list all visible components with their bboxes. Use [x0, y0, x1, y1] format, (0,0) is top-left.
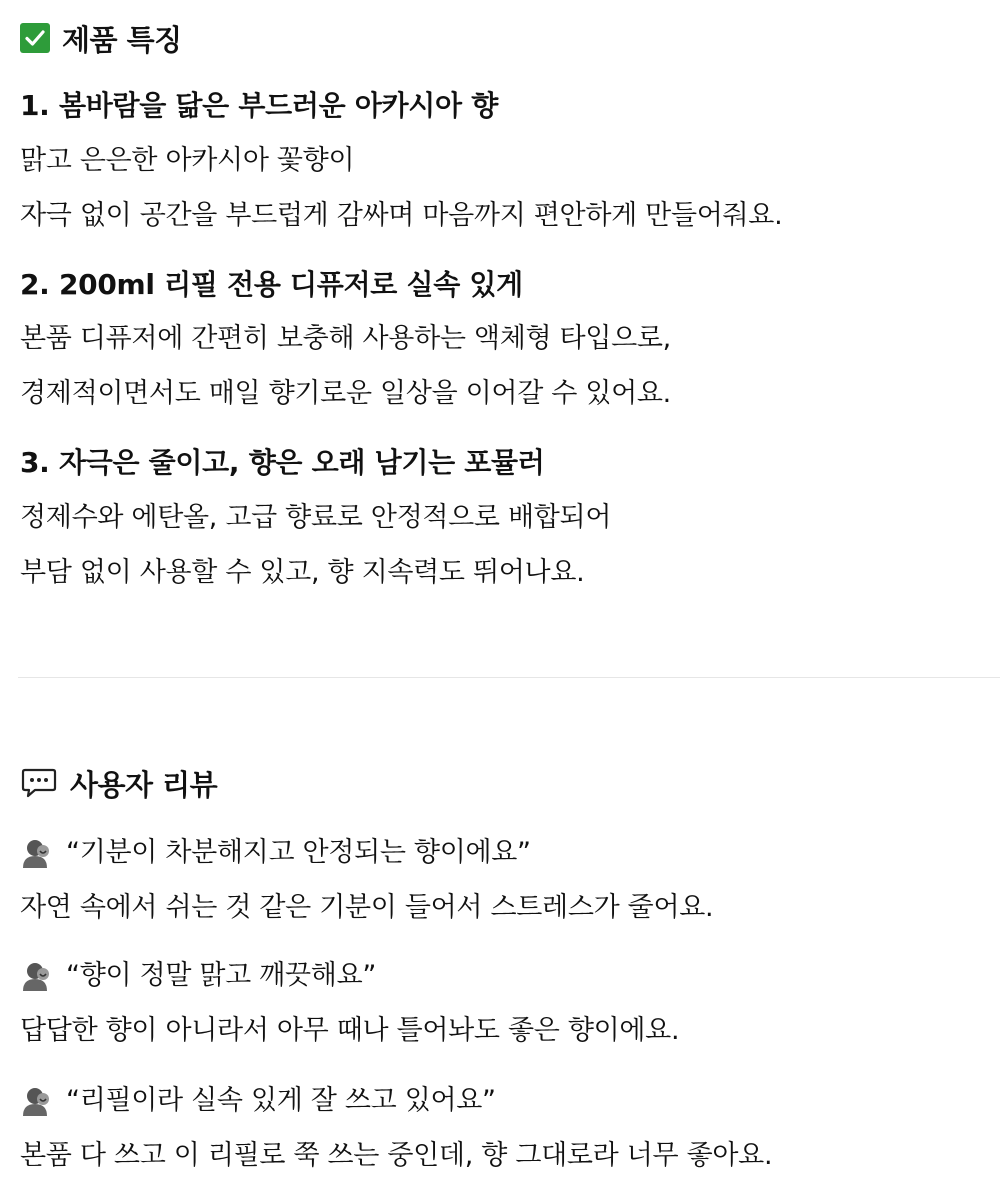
review-text: 본품 다 쓰고 이 리필로 쭉 쓰는 중인데, 향 그대로라 너무 좋아요. — [20, 1140, 773, 1171]
feature-description: 자극 없이 공간을 부드럽게 감싸며 마음까지 편안하게 만들어줘요. — [20, 200, 783, 231]
features-title: 제품 특징 — [62, 22, 182, 57]
feature-title: 3. 자극은 줄이고, 향은 오래 남기는 포뮬러 — [20, 446, 545, 479]
feature-title: 1. 봄바람을 닮은 부드러운 아카시아 향 — [20, 89, 498, 122]
review-quote-row — [20, 1083, 496, 1119]
feature-description: 맑고 은은한 아카시아 꽃향이 — [20, 145, 355, 176]
feature-description: 경제적이면서도 매일 향기로운 일상을 이어갈 수 있어요. — [20, 378, 671, 409]
review-quote-row — [20, 835, 531, 871]
review-text: 답답한 향이 아니라서 아무 때나 틀어놔도 좋은 향이에요. — [20, 1015, 680, 1046]
review-text: 자연 속에서 쉬는 것 같은 기분이 들어서 스트레스가 줄어요. — [20, 892, 714, 923]
speech-bubble-icon — [20, 766, 58, 800]
feature-description: 부담 없이 사용할 수 있고, 향 지속력도 뛰어나요. — [20, 557, 585, 588]
features-header — [20, 18, 182, 58]
review-quote: “리필이라 실속 있게 잘 쓰고 있어요” — [66, 1085, 496, 1116]
feature-title: 2. 200ml 리필 전용 디퓨저로 실속 있게 — [20, 268, 523, 301]
review-quote-row — [20, 958, 376, 994]
feature-description: 정제수와 에탄올, 고급 향료로 안정적으로 배합되어 — [20, 502, 612, 533]
person-icon — [20, 1084, 54, 1118]
review-quote: “기분이 차분해지고 안정되는 향이에요” — [66, 837, 531, 868]
section-divider — [18, 677, 1000, 678]
reviews-header — [20, 763, 217, 803]
person-icon — [20, 959, 54, 993]
check-mark-icon — [20, 23, 50, 53]
review-quote: “향이 정말 맑고 깨끗해요” — [66, 960, 377, 991]
person-icon — [20, 836, 54, 870]
feature-description: 본품 디퓨저에 간편히 보충해 사용하는 액체형 타입으로, — [20, 323, 671, 354]
reviews-title: 사용자 리뷰 — [70, 767, 218, 802]
